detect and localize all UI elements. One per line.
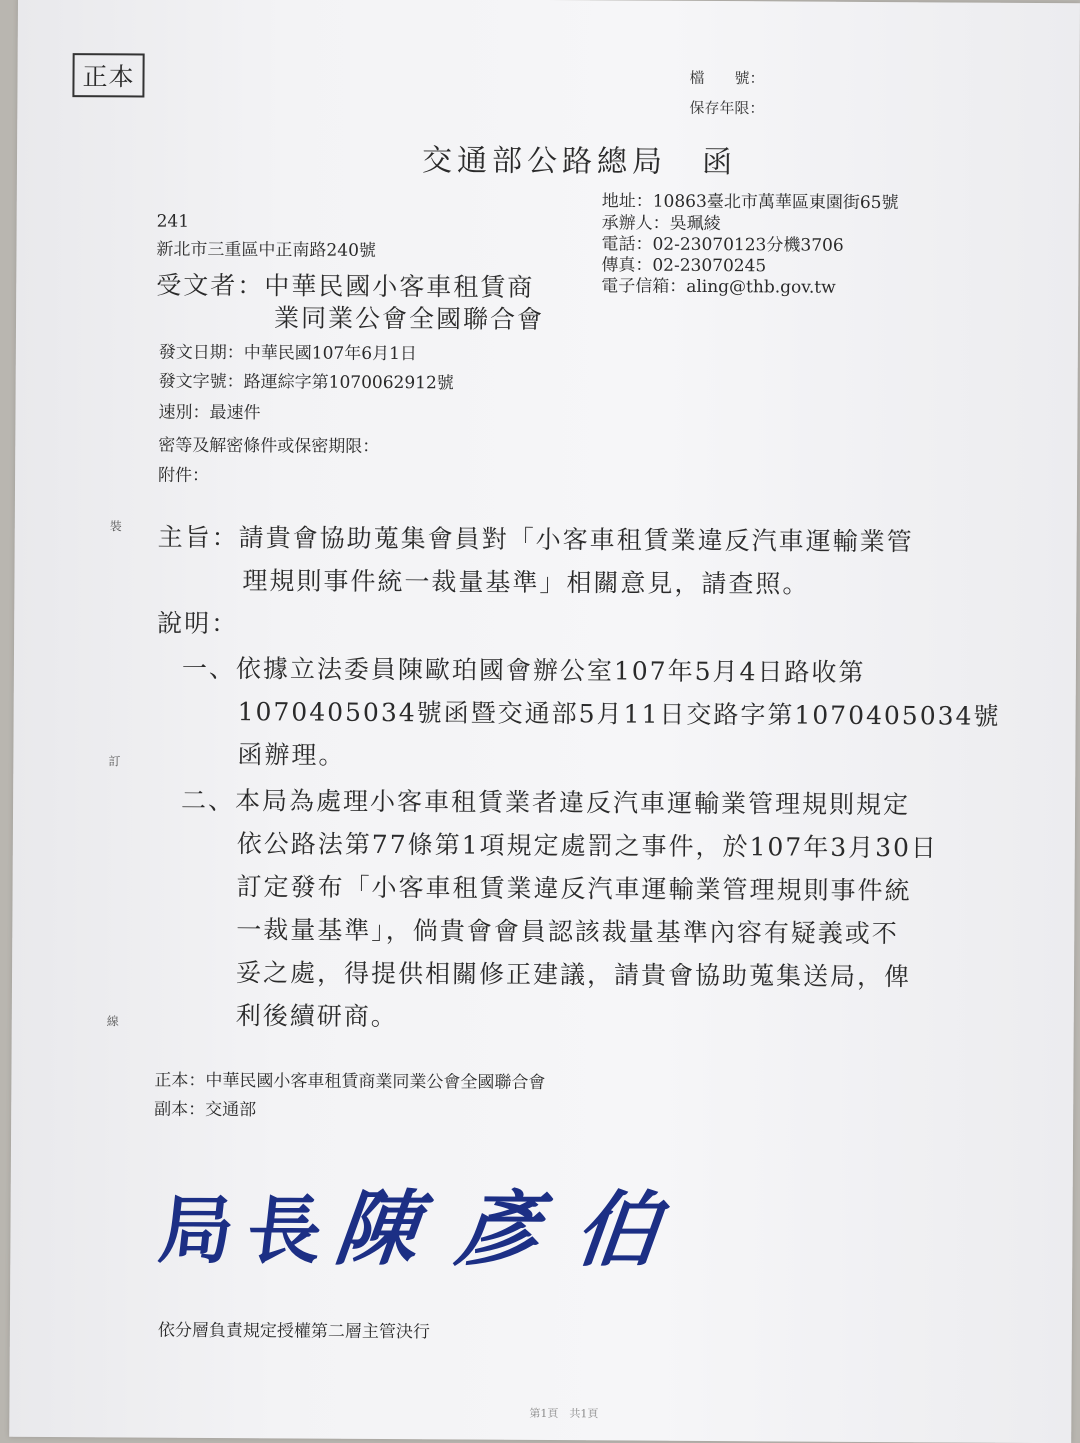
explanation-item-2-line: 利後續研商。 (235, 1001, 398, 1032)
distribution-copy: 副本：交通部 (154, 1099, 257, 1121)
recipient-name-line1: 受文者：中華民國小客車租賃商 (156, 270, 535, 302)
explanation-item-1-line: 1070405034號函暨交通部5月11日交路字第1070405034號 (237, 697, 1001, 731)
retention-period-label: 保存年限： (689, 98, 765, 118)
original-copy-stamp: 正本 (72, 53, 144, 97)
explanation-item-1-line: 函辦理。 (237, 740, 346, 770)
distribution-original: 正本：中華民國小客車租賃商業同業公會全國聯合會 (154, 1070, 546, 1093)
explanation-item-2-line: 一裁量基準」，倘貴會會員認該裁量基準內容有疑義或不 (236, 915, 899, 949)
margin-mark-bind: 裝 (109, 519, 122, 534)
signature-name: 陳彥伯 (330, 1180, 702, 1279)
recipient-postcode: 241 (156, 211, 190, 232)
document-title: 交通部公路總局 函 (421, 143, 738, 181)
attachment-label: 附件： (158, 465, 210, 486)
document-page (9, 0, 1080, 1443)
contact-phone: 電話：02-23070123分機3706 (601, 234, 844, 256)
explanation-item-1-line: 一、依據立法委員陳歐珀國會辦公室107年5月4日路收第 (181, 653, 866, 687)
explanation-item-2-line: 訂定發布「小客車租賃業違反汽車運輸業管理規則事件統 (236, 872, 912, 906)
recipient-address: 新北市三重區中正南路240號 (156, 239, 376, 261)
file-number-label: 檔 號： (689, 68, 765, 88)
explanation-heading: 說明： (157, 608, 239, 639)
explanation-item-2-line: 妥之處，得提供相關修正建議，請貴會協助蒐集送局，俾 (235, 958, 912, 992)
subject-line-2: 理規則事件統一裁量基準」相關意見，請查照。 (242, 566, 810, 599)
margin-mark-staple: 訂 (108, 754, 121, 769)
margin-mark-line: 線 (106, 1014, 119, 1029)
document-number: 發文字號：路運綜字第1070062912號 (158, 371, 454, 394)
contact-address: 地址：10863臺北市萬華區東園街65號 (601, 191, 899, 214)
explanation-item-2-line: 二、本局為處理小客車租賃業者違反汽車運輸業管理規則規定 (181, 785, 911, 820)
contact-email: 電子信箱：aling@thb.gov.tw (601, 276, 836, 298)
authorization-note: 依分層負責規定授權第二層主管決行 (157, 1320, 430, 1343)
explanation-item-2-line: 依公路法第77條第1項規定處罰之事件，於107年3月30日 (236, 829, 939, 863)
recipient-name-line2: 業同業公會全國聯合會 (273, 303, 545, 334)
secrecy-level: 密等及解密條件或保密期限： (158, 435, 380, 457)
page-number: 第1頁 共1頁 (529, 1406, 599, 1421)
delivery-speed: 速別：最速件 (158, 402, 261, 424)
contact-handler: 承辦人：吳珮綾 (601, 213, 721, 235)
subject-line-1: 主旨：請貴會協助蒐集會員對「小客車租賃業違反汽車運輸業管 (157, 522, 914, 557)
signature-title: 局長 (154, 1187, 341, 1275)
director-signature (154, 1163, 703, 1283)
contact-fax: 傳真：02-23070245 (601, 255, 767, 277)
issue-date: 發文日期：中華民國107年6月1日 (158, 342, 417, 365)
